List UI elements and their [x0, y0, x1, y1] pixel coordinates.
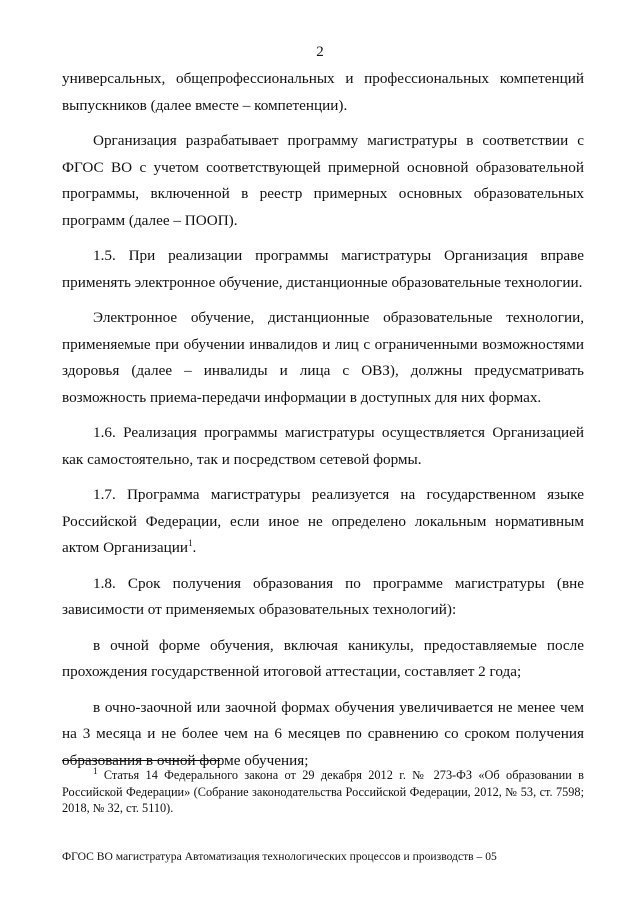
paragraph-1-7: [62, 482, 584, 562]
paragraph-2: Организация разрабатывает программу магистратуры в соответствии с ФГОС ВО с учетом соответствующей примерной основной образовательной программы, включенной в реестр примерных основных образовательных программ (далее – ПООП).: [62, 132, 584, 229]
paragraph-part-time: в очно-заочной или заочной формах обучения увеличивается не менее чем на 3 месяца и не более чем на 6 месяцев по сравнению со сроком получения образования в очной форме обучения;: [62, 698, 584, 769]
footnote-marker: 1: [93, 765, 98, 776]
footnote: [62, 767, 584, 817]
body-text: [62, 66, 584, 783]
paragraph-full-time: в очной форме обучения, включая каникулы, предоставляемые после прохождения государственной итоговой аттестации, составляет 2 года;: [62, 636, 584, 680]
footnote-text: Статья 14 Федерального закона от 29 декабря 2012 г. № 273-ФЗ «Об образовании в Российской Федерации» (Собрание законодательства Российской Федерации, 2012, № 53, ст. 7598; 2018, № 32, ст. 5110).: [62, 768, 584, 815]
paragraph-1-6: 1.6. Реализация программы магистратуры осуществляется Организацией как самостоятельно, так и посредством сетевой формы.: [62, 424, 584, 468]
paragraph-1: универсальных, общепрофессиональных и профессиональных компетенций выпускников (далее вместе – компетенции).: [62, 70, 584, 114]
paragraph-e-learning: Электронное обучение, дистанционные образовательные технологии, применяемые при обучении инвалидов и лиц с ограниченными возможностями здоровья (далее – инвалиды и лица с ОВЗ), должны предусматривать возможность приема-передачи информации в доступных для них формах.: [62, 309, 584, 406]
page-number: 2: [316, 44, 324, 60]
page-footer: ФГОС ВО магистратура Автоматизация технологических процессов и производств – 05: [62, 850, 497, 863]
footnote-rule: [62, 760, 220, 761]
footnote-reference: 1: [187, 537, 193, 548]
paragraph-1-5: 1.5. При реализации программы магистратуры Организация вправе применять электронное обучение, дистанционные образовательные технологии.: [62, 247, 584, 291]
paragraph-1-7-tail: .: [192, 539, 197, 556]
paragraph-1-7-text: 1.7. Программа магистратуры реализуется на государственном языке Российской Федерации, если иное не определено локальным нормативным актом Организации: [62, 486, 584, 556]
paragraph-1-8: 1.8. Срок получения образования по программе магистратуры (вне зависимости от применяемых образовательных технологий):: [62, 574, 584, 618]
